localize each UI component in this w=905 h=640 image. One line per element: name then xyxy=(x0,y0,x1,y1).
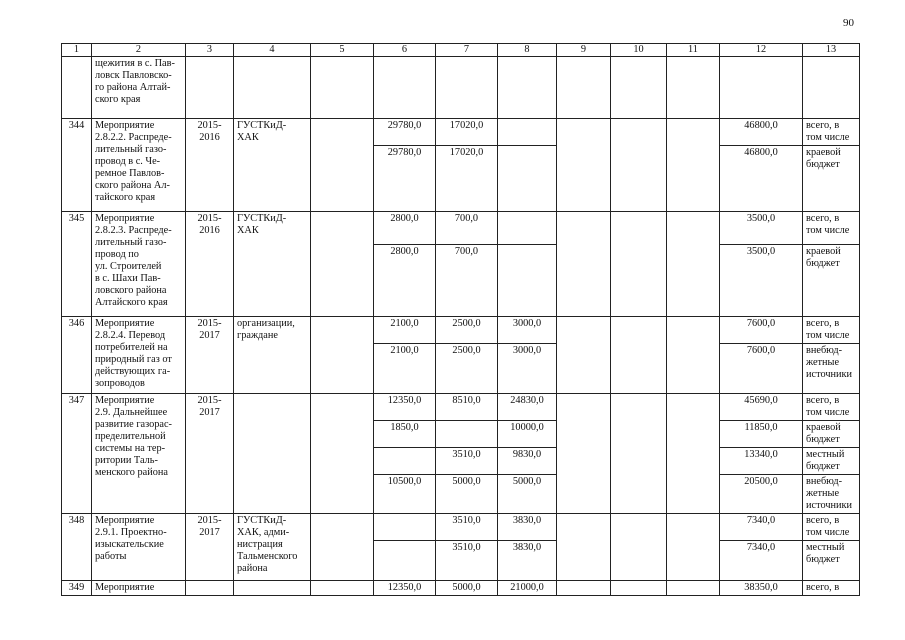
value-cell: 3510,0 xyxy=(436,541,498,581)
table-cell xyxy=(311,581,374,596)
table-cell xyxy=(611,119,667,212)
table-cell xyxy=(557,581,611,596)
table-cell xyxy=(667,119,720,212)
source-cell: краевой бюджет xyxy=(803,421,860,448)
value-cell: 11850,0 xyxy=(720,421,803,448)
source-cell: местный бюджет xyxy=(803,448,860,475)
value-cell: 9830,0 xyxy=(498,448,557,475)
value-cell: 3510,0 xyxy=(436,448,498,475)
table-row xyxy=(62,119,860,146)
table-cell xyxy=(498,146,557,212)
budget-table xyxy=(61,43,860,596)
value-cell: 3830,0 xyxy=(498,514,557,541)
period: 2015- 2017 xyxy=(186,394,234,514)
row-number: 349 xyxy=(62,581,92,596)
table-cell xyxy=(667,394,720,514)
value-cell: 2100,0 xyxy=(374,317,436,344)
value-cell: 46800,0 xyxy=(720,146,803,212)
value-cell: 3000,0 xyxy=(498,344,557,394)
row-number: 346 xyxy=(62,317,92,394)
measure-name: Мероприятие 2.9. Дальнейшее развитие газорас- пределительной системы на тер- ритории Таль- менского района xyxy=(92,394,186,514)
table-cell xyxy=(498,119,557,146)
source-cell: всего, в том числе xyxy=(803,514,860,541)
value-cell: 2800,0 xyxy=(374,245,436,317)
period: 2015- 2017 xyxy=(186,514,234,581)
table-cell xyxy=(498,57,557,119)
measure-name: Мероприятие 2.8.2.2. Распреде- лительный газо- провод в с. Че- ремное Павлов- ского района Ал- тайского края xyxy=(92,119,186,212)
value-cell: 7600,0 xyxy=(720,317,803,344)
header-cell: 4 xyxy=(234,44,311,57)
value-cell: 10500,0 xyxy=(374,475,436,514)
table-cell xyxy=(611,212,667,317)
header-cell: 1 xyxy=(62,44,92,57)
value-cell: 7340,0 xyxy=(720,541,803,581)
table-row xyxy=(62,394,860,421)
value-cell: 12350,0 xyxy=(374,394,436,421)
source-cell: внебюд- жетные источники xyxy=(803,475,860,514)
value-cell: 20500,0 xyxy=(720,475,803,514)
header-row xyxy=(62,44,860,57)
value-cell: 29780,0 xyxy=(374,146,436,212)
table-cell xyxy=(611,394,667,514)
table-cell xyxy=(234,57,311,119)
value-cell: 46800,0 xyxy=(720,119,803,146)
value-cell: 700,0 xyxy=(436,245,498,317)
table-cell xyxy=(234,394,311,514)
header-cell: 8 xyxy=(498,44,557,57)
table-cell xyxy=(311,317,374,394)
value-cell: 38350,0 xyxy=(720,581,803,596)
table-row xyxy=(62,57,860,119)
table-cell xyxy=(557,119,611,212)
measure-name: Мероприятие 2.8.2.3. Распреде- лительный газо- провод по ул. Строителей в с. Шахи Пав- ловского района Алтайского края xyxy=(92,212,186,317)
table-cell xyxy=(374,448,436,475)
row-number: 344 xyxy=(62,119,92,212)
source-cell: всего, в том числе xyxy=(803,212,860,245)
table-cell xyxy=(667,212,720,317)
row-number: 347 xyxy=(62,394,92,514)
table-cell xyxy=(667,317,720,394)
executor: ГУСТКиД- ХАК xyxy=(234,212,311,317)
value-cell: 700,0 xyxy=(436,212,498,245)
table-cell xyxy=(311,57,374,119)
value-cell: 3500,0 xyxy=(720,212,803,245)
header-cell: 3 xyxy=(186,44,234,57)
period: 2015- 2017 xyxy=(186,317,234,394)
table-cell xyxy=(311,394,374,514)
table-cell xyxy=(186,581,234,596)
table-cell xyxy=(234,581,311,596)
table-cell xyxy=(611,581,667,596)
value-cell: 1850,0 xyxy=(374,421,436,448)
table-cell xyxy=(557,514,611,581)
value-cell: 29780,0 xyxy=(374,119,436,146)
table-cell xyxy=(374,541,436,581)
table-cell xyxy=(557,212,611,317)
value-cell: 3500,0 xyxy=(720,245,803,317)
table-cell xyxy=(720,57,803,119)
value-cell: 5000,0 xyxy=(436,475,498,514)
table-row xyxy=(62,212,860,245)
source-cell: всего, в xyxy=(803,581,860,596)
table-cell xyxy=(311,119,374,212)
header-cell: 10 xyxy=(611,44,667,57)
value-cell: 5000,0 xyxy=(436,581,498,596)
executor: организации, граждане xyxy=(234,317,311,394)
value-cell: 12350,0 xyxy=(374,581,436,596)
measure-name: щежития в с. Пав- ловск Павловско- го района Алтай- ского края xyxy=(92,57,186,119)
source-cell: всего, в том числе xyxy=(803,394,860,421)
value-cell: 13340,0 xyxy=(720,448,803,475)
header-cell: 6 xyxy=(374,44,436,57)
source-cell: краевой бюджет xyxy=(803,245,860,317)
table-cell xyxy=(611,317,667,394)
table-cell xyxy=(311,212,374,317)
table-cell xyxy=(667,57,720,119)
table-cell xyxy=(557,317,611,394)
table-cell xyxy=(557,57,611,119)
table-cell xyxy=(374,514,436,541)
table-cell xyxy=(611,514,667,581)
value-cell: 8510,0 xyxy=(436,394,498,421)
value-cell: 5000,0 xyxy=(498,475,557,514)
value-cell: 2100,0 xyxy=(374,344,436,394)
period: 2015- 2016 xyxy=(186,212,234,317)
value-cell: 17020,0 xyxy=(436,146,498,212)
source-cell: всего, в том числе xyxy=(803,317,860,344)
table-cell xyxy=(186,57,234,119)
table-cell xyxy=(436,57,498,119)
value-cell: 3830,0 xyxy=(498,541,557,581)
table-cell xyxy=(667,514,720,581)
table-cell xyxy=(311,514,374,581)
header-cell: 7 xyxy=(436,44,498,57)
value-cell: 2500,0 xyxy=(436,317,498,344)
period: 2015- 2016 xyxy=(186,119,234,212)
table-row xyxy=(62,581,860,596)
header-cell: 11 xyxy=(667,44,720,57)
table-cell xyxy=(667,581,720,596)
header-cell: 12 xyxy=(720,44,803,57)
table-cell xyxy=(557,394,611,514)
header-cell: 5 xyxy=(311,44,374,57)
source-cell: краевой бюджет xyxy=(803,146,860,212)
value-cell: 3510,0 xyxy=(436,514,498,541)
value-cell: 3000,0 xyxy=(498,317,557,344)
value-cell: 2500,0 xyxy=(436,344,498,394)
value-cell: 2800,0 xyxy=(374,212,436,245)
value-cell: 7600,0 xyxy=(720,344,803,394)
table-cell xyxy=(498,245,557,317)
executor: ГУСТКиД- ХАК xyxy=(234,119,311,212)
header-cell: 2 xyxy=(92,44,186,57)
table-row xyxy=(62,317,860,344)
header-cell: 9 xyxy=(557,44,611,57)
table-cell xyxy=(374,57,436,119)
value-cell: 17020,0 xyxy=(436,119,498,146)
header-cell: 13 xyxy=(803,44,860,57)
value-cell: 45690,0 xyxy=(720,394,803,421)
value-cell: 10000,0 xyxy=(498,421,557,448)
table-cell xyxy=(803,57,860,119)
source-cell: внебюд- жетные источники xyxy=(803,344,860,394)
table-cell xyxy=(436,421,498,448)
measure-name: Мероприятие xyxy=(92,581,186,596)
row-number: 348 xyxy=(62,514,92,581)
row-number: 345 xyxy=(62,212,92,317)
value-cell: 7340,0 xyxy=(720,514,803,541)
measure-name: Мероприятие 2.8.2.4. Перевод потребителей на природный газ от действующих га- зопроводов xyxy=(92,317,186,394)
executor: ГУСТКиД- ХАК, адми- нистрация Тальменского района xyxy=(234,514,311,581)
table-cell xyxy=(62,57,92,119)
source-cell: местный бюджет xyxy=(803,541,860,581)
value-cell: 24830,0 xyxy=(498,394,557,421)
table-cell xyxy=(498,212,557,245)
page-number: 90 xyxy=(843,17,854,29)
table-cell xyxy=(611,57,667,119)
table-row xyxy=(62,514,860,541)
source-cell: всего, в том числе xyxy=(803,119,860,146)
measure-name: Мероприятие 2.9.1. Проектно- изыскательские работы xyxy=(92,514,186,581)
value-cell: 21000,0 xyxy=(498,581,557,596)
